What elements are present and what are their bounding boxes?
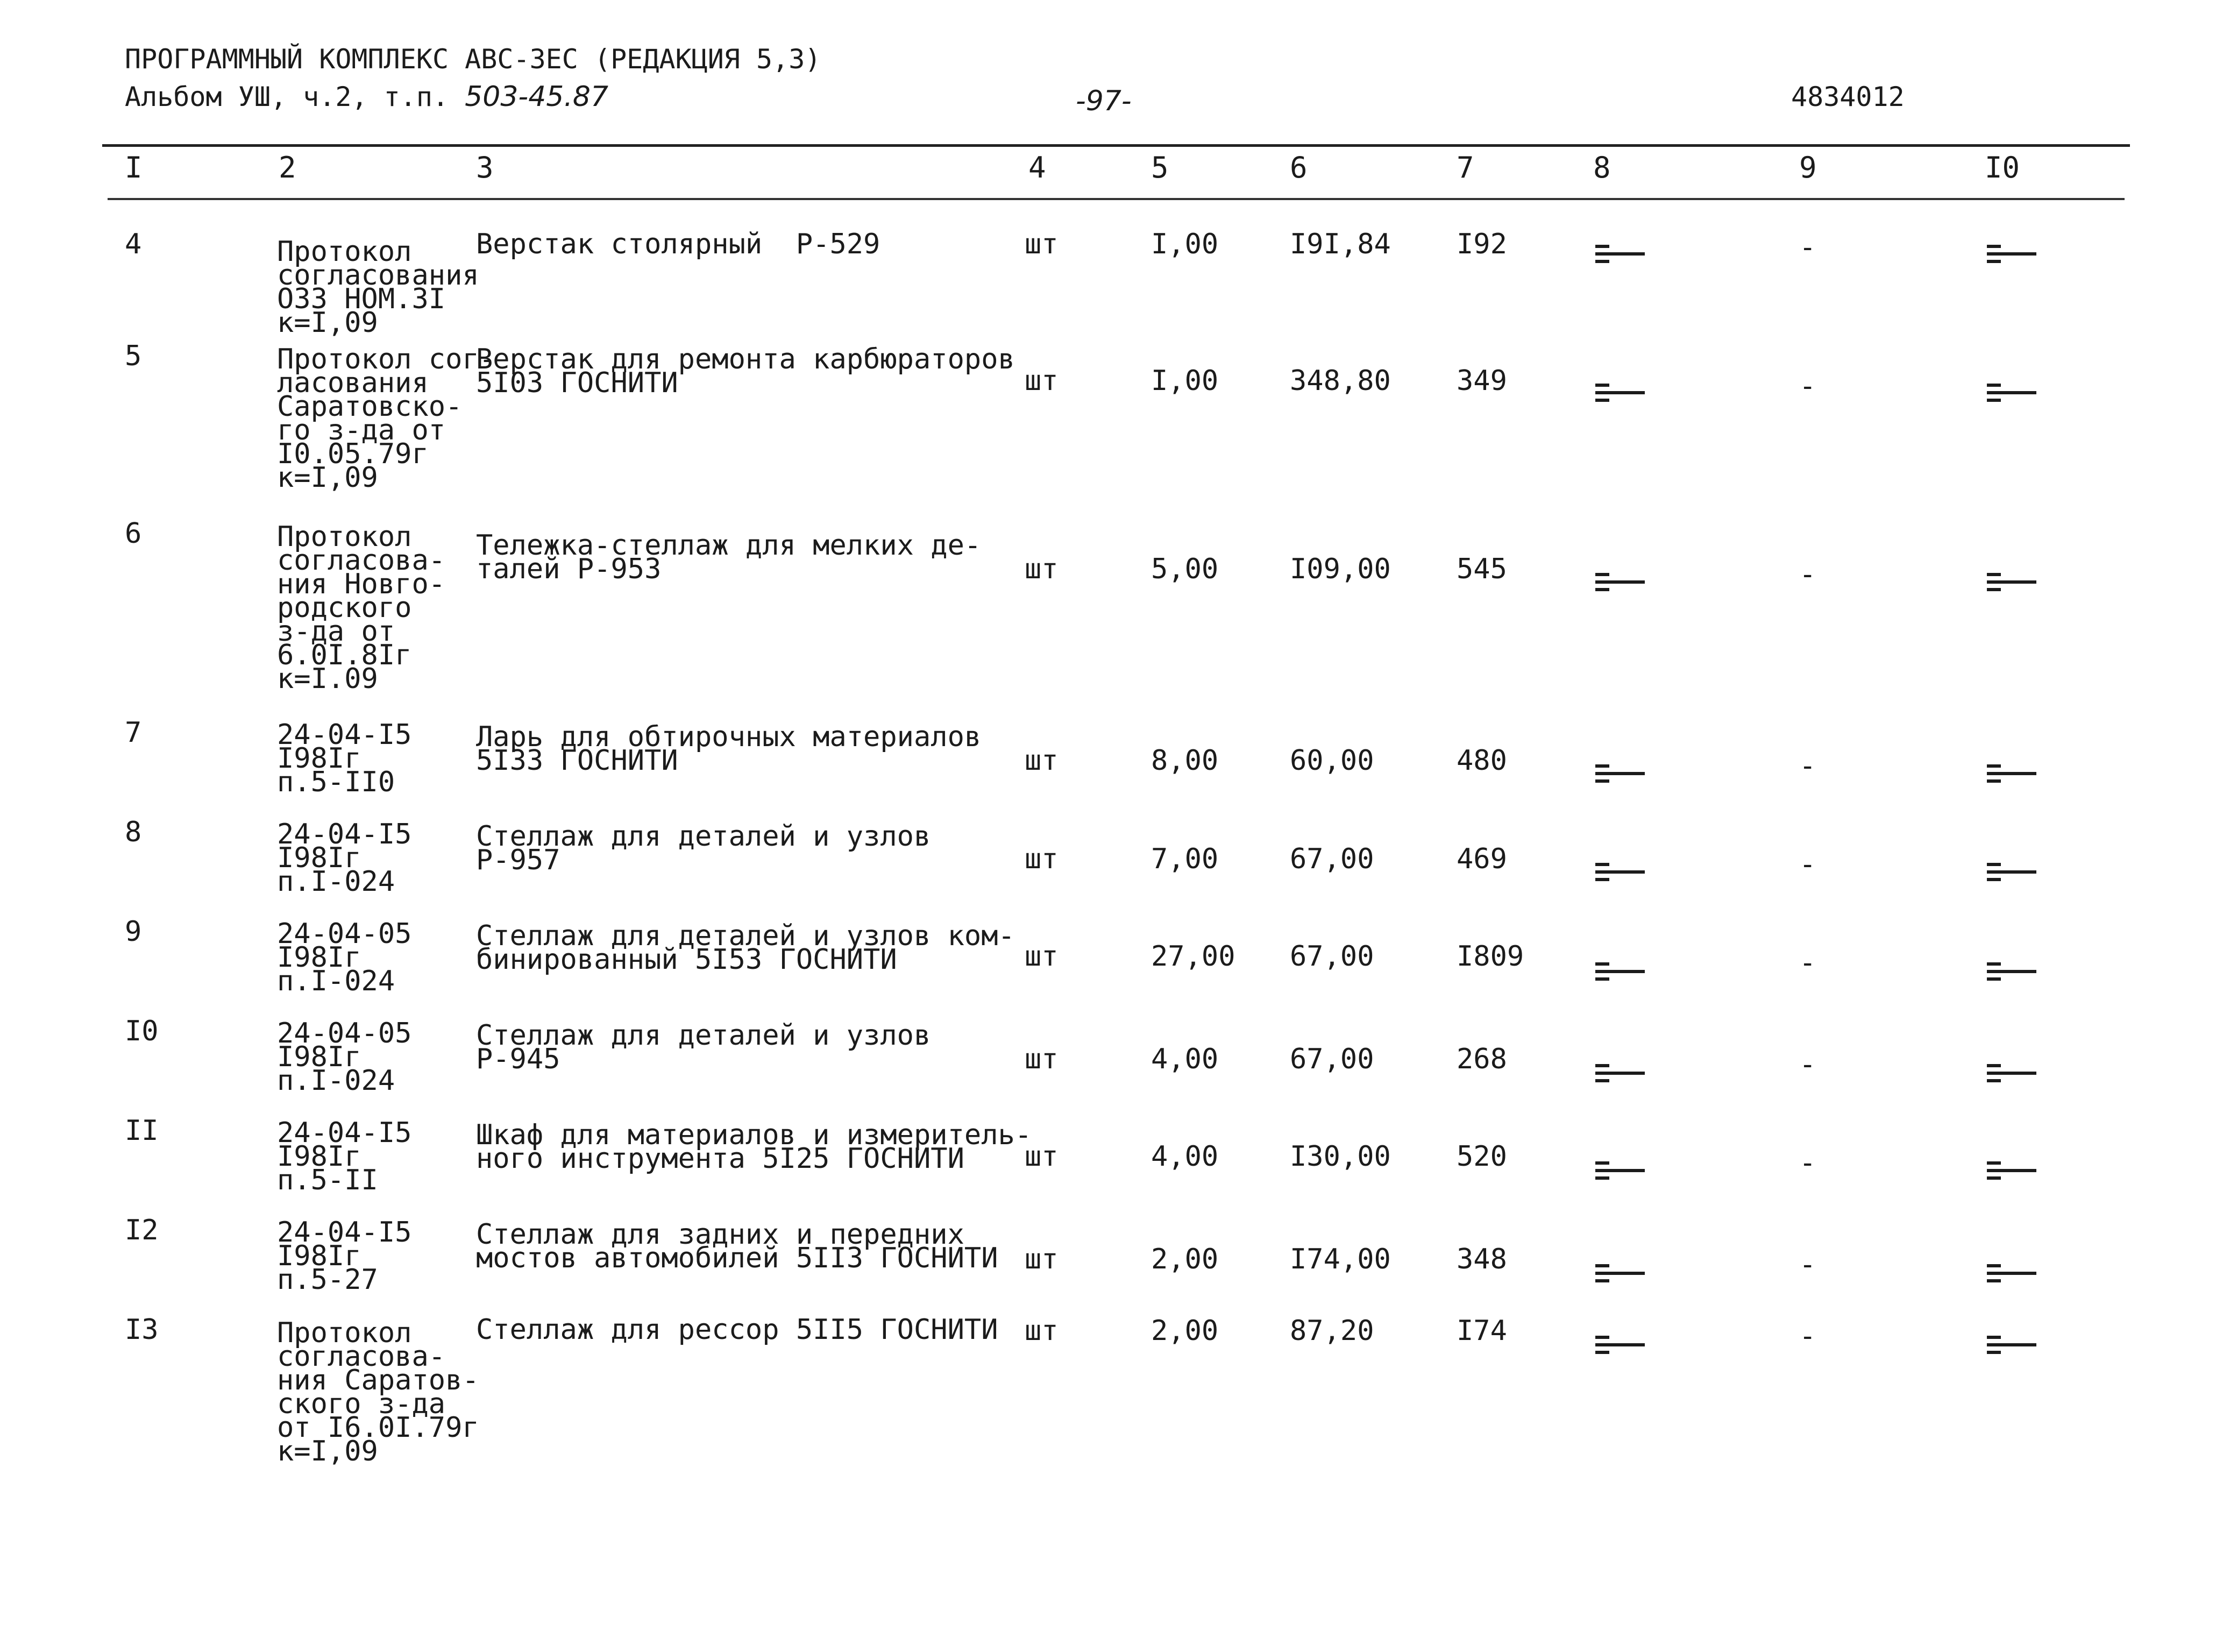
col-head-5: 5 xyxy=(1151,151,1169,185)
repeat-mark-col8 xyxy=(1593,571,1647,593)
row-quantity: 2,00 xyxy=(1151,1315,1219,1347)
row-col9: - xyxy=(1799,558,1816,591)
row-number: II xyxy=(125,1115,159,1147)
row-unit: шт xyxy=(1025,843,1059,875)
row-col9: - xyxy=(1799,1249,1816,1281)
row-total: I809 xyxy=(1457,940,1524,973)
row-price: 87,20 xyxy=(1290,1315,1374,1347)
row-name: Верстак столярный Р-529 xyxy=(476,228,880,260)
album-reference xyxy=(125,81,608,113)
col-head-7: 7 xyxy=(1457,151,1474,185)
row-quantity: 5,00 xyxy=(1151,553,1219,585)
row-name: Стеллаж для деталей и узлов Р-957 xyxy=(476,820,931,876)
repeat-mark-col10 xyxy=(1985,1160,2039,1181)
table-row xyxy=(0,340,2223,494)
row-unit: шт xyxy=(1025,1315,1059,1347)
row-basis: Протокол сог- ласования Саратовско- го з-да от I0.05.79г к=I,09 xyxy=(277,343,496,494)
table-row xyxy=(0,228,2223,339)
header-bottom-rule xyxy=(108,198,2125,200)
row-unit: шт xyxy=(1025,1140,1059,1173)
repeat-mark-col10 xyxy=(1985,1263,2039,1284)
col-head-8: 8 xyxy=(1593,151,1611,185)
row-total: 545 xyxy=(1457,553,1507,585)
table-row xyxy=(0,1214,2223,1296)
row-number: I2 xyxy=(125,1214,159,1246)
row-basis: 24-04-05 I98Iг п.I-024 xyxy=(277,1017,412,1097)
row-number: 8 xyxy=(125,816,142,848)
row-basis: 24-04-I5 I98Iг п.I-024 xyxy=(277,818,412,898)
row-col9: - xyxy=(1799,848,1816,881)
row-price: I30,00 xyxy=(1290,1140,1391,1173)
row-number: I0 xyxy=(125,1015,159,1047)
row-number: 6 xyxy=(125,517,142,550)
row-col9: - xyxy=(1799,1320,1816,1352)
album-reference-label: Альбом УШ, ч.2, т.п. xyxy=(125,81,449,112)
row-basis: Протокол согласования ОЗЗ НОМ.3I к=I,09 xyxy=(277,236,479,339)
row-total: 348 xyxy=(1457,1243,1507,1275)
row-number: 5 xyxy=(125,340,142,372)
row-unit: шт xyxy=(1025,1243,1059,1275)
table-row xyxy=(0,916,2223,997)
col-head-2: 2 xyxy=(279,151,296,185)
row-price: 67,00 xyxy=(1290,940,1374,973)
row-price: I74,00 xyxy=(1290,1243,1391,1275)
header-top-rule xyxy=(102,144,2130,147)
row-total: 349 xyxy=(1457,365,1507,397)
repeat-mark-col8 xyxy=(1593,1062,1647,1084)
row-quantity: I,00 xyxy=(1151,228,1219,260)
row-basis: 24-04-05 I98Iг п.I-024 xyxy=(277,918,412,997)
row-col9: - xyxy=(1799,370,1816,402)
row-basis: Протокол согласова- ния Саратов- ского з-да от I6.0I.79г к=I,09 xyxy=(277,1317,479,1467)
row-quantity: I,00 xyxy=(1151,365,1219,397)
repeat-mark-col10 xyxy=(1985,382,2039,403)
row-col9: - xyxy=(1799,947,1816,979)
repeat-mark-col8 xyxy=(1593,763,1647,784)
repeat-mark-col10 xyxy=(1985,571,2039,593)
page-number: -97- xyxy=(1076,85,1132,117)
row-col9: - xyxy=(1799,750,1816,782)
row-unit: шт xyxy=(1025,228,1059,260)
row-name: Стеллаж для задних и передних мостов автомобилей 5II3 ГОСНИТИ xyxy=(476,1218,998,1274)
col-head-6: 6 xyxy=(1290,151,1308,185)
table-row xyxy=(0,717,2223,798)
repeat-mark-col10 xyxy=(1985,763,2039,784)
repeat-mark-col8 xyxy=(1593,243,1647,265)
repeat-mark-col8 xyxy=(1593,961,1647,982)
repeat-mark-col8 xyxy=(1593,1263,1647,1284)
row-number: 4 xyxy=(125,228,142,260)
repeat-mark-col10 xyxy=(1985,1062,2039,1084)
row-price: 67,00 xyxy=(1290,1043,1374,1075)
program-title: ПРОГРАММНЫЙ КОМПЛЕКС АВС-ЗЕС (РЕДАКЦИЯ 5,3) xyxy=(125,44,821,75)
row-unit: шт xyxy=(1025,1043,1059,1075)
repeat-mark-col8 xyxy=(1593,1160,1647,1181)
row-col9: - xyxy=(1799,1147,1816,1179)
row-name: Стеллаж для рессор 5II5 ГОСНИТИ xyxy=(476,1314,998,1346)
row-basis: 24-04-I5 I98Iг п.5-II0 xyxy=(277,719,412,798)
row-number: 9 xyxy=(125,916,142,948)
row-total: 520 xyxy=(1457,1140,1507,1173)
project-number-handwritten: 503-45.87 xyxy=(465,81,609,113)
table-row xyxy=(0,517,2223,695)
row-quantity: 7,00 xyxy=(1151,843,1219,875)
row-total: 469 xyxy=(1457,843,1507,875)
row-name: Стеллаж для деталей и узлов Р-945 xyxy=(476,1019,931,1075)
row-quantity: 4,00 xyxy=(1151,1140,1219,1173)
row-total: 268 xyxy=(1457,1043,1507,1075)
col-head-1: I xyxy=(125,151,143,185)
repeat-mark-col10 xyxy=(1985,961,2039,982)
row-price: I09,00 xyxy=(1290,553,1391,585)
table-row xyxy=(0,816,2223,898)
repeat-mark-col10 xyxy=(1985,243,2039,265)
row-price: I9I,84 xyxy=(1290,228,1391,260)
row-basis: 24-04-I5 I98Iг п.5-27 xyxy=(277,1216,412,1296)
row-name: Ларь для обтирочных материалов 5I33 ГОСНИТИ xyxy=(476,721,982,777)
row-total: I74 xyxy=(1457,1315,1507,1347)
repeat-mark-col10 xyxy=(1985,1334,2039,1356)
row-number: I3 xyxy=(125,1314,159,1346)
repeat-mark-col8 xyxy=(1593,382,1647,403)
row-col9: - xyxy=(1799,231,1816,264)
row-quantity: 8,00 xyxy=(1151,745,1219,777)
row-price: 67,00 xyxy=(1290,843,1374,875)
table-row xyxy=(0,1314,2223,1467)
repeat-mark-col8 xyxy=(1593,1334,1647,1356)
col-head-10: I0 xyxy=(1985,151,2020,185)
row-name: Верстак для ремонта карбюраторов 5I03 ГОСНИТИ xyxy=(476,343,1015,399)
row-quantity: 4,00 xyxy=(1151,1043,1219,1075)
col-head-9: 9 xyxy=(1799,151,1817,185)
repeat-mark-col8 xyxy=(1593,861,1647,883)
table-row xyxy=(0,1015,2223,1097)
row-name: Стеллаж для деталей и узлов ком- бинированный 5I53 ГОСНИТИ xyxy=(476,920,1015,976)
row-total: 480 xyxy=(1457,745,1507,777)
repeat-mark-col10 xyxy=(1985,861,2039,883)
row-name: Тележка-стеллаж для мелких де- талей Р-953 xyxy=(476,529,982,585)
col-head-3: 3 xyxy=(476,151,494,185)
row-name: Шкаф для материалов и измеритель- ного инструмента 5I25 ГОСНИТИ xyxy=(476,1119,1032,1175)
row-quantity: 2,00 xyxy=(1151,1243,1219,1275)
document-code: 4834012 xyxy=(1791,81,1905,112)
row-unit: шт xyxy=(1025,745,1059,777)
row-basis: Протокол согласова- ния Новго- родского з-да от 6.0I.8Iг к=I.09 xyxy=(277,521,446,695)
row-unit: шт xyxy=(1025,553,1059,585)
row-number: 7 xyxy=(125,717,142,749)
row-total: I92 xyxy=(1457,228,1507,260)
row-col9: - xyxy=(1799,1048,1816,1081)
col-head-4: 4 xyxy=(1028,151,1046,185)
row-unit: шт xyxy=(1025,365,1059,397)
row-quantity: 27,00 xyxy=(1151,940,1235,973)
row-unit: шт xyxy=(1025,940,1059,973)
row-price: 60,00 xyxy=(1290,745,1374,777)
row-basis: 24-04-I5 I98Iг п.5-II xyxy=(277,1117,412,1196)
row-price: 348,80 xyxy=(1290,365,1391,397)
table-row xyxy=(0,1115,2223,1196)
